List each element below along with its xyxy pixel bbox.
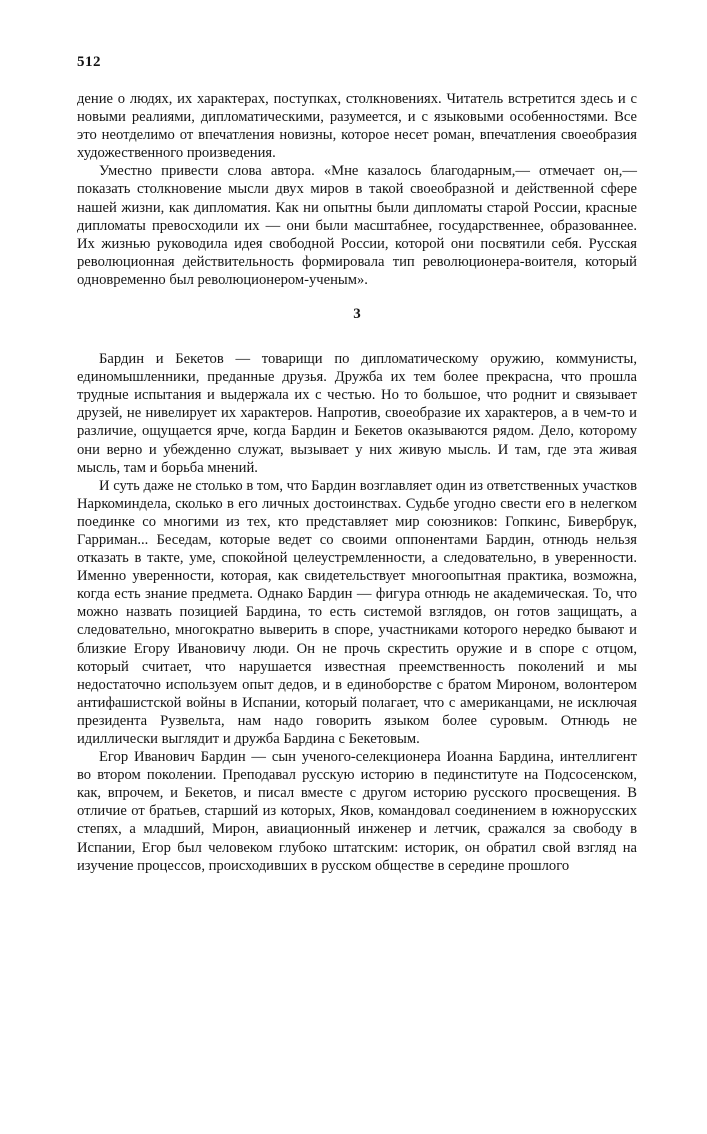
book-page bbox=[77, 52, 637, 875]
paragraph-author-quote: Уместно привести слова автора. «Мне казалось благодарным,— отмечает он,— показать столкновение мысли двух миров в такой своеобразной и действенной сфере нашей жизни, как дипломатия. Как ни опытны были дипломаты старой России, красные дипломаты превосходили их — они были масштабнее, государственнее, обрaзованнее. Их жизнью руководила идея свободной России, которой они посвятили себя. Русская революционная действительность формировала тип революционера-воителя, который одновременно был революционером-ученым». bbox=[77, 163, 637, 288]
section-number: 3 bbox=[353, 306, 361, 323]
paragraph-continuation: дение о людях, их характерах, поступках, столкновениях. Читатель встретится здесь и с новыми реалиями, дипломатическими, разумеется, и с языковыми особенностями. Все это неотделимо от впечатления новизны, которое несет роман, впечатления своеобразия художественного произведения. bbox=[77, 91, 637, 162]
paragraph-bardin-beketov: Бардин и Бекетов — товарищи по дипломатическому оружию, коммунисты, единомышленники, преданные друзья. Дружба их тем более прекрасна, что прошла трудные испытания и выдержала их с честью. Но то большое, что роднит и связывает друзей, не нивелирует их характеров. Напротив, своеобразие их характеров, а в чем-то и различие, ощущается ярче, когда Бардин и Бекетов оказываются рядом. Дело, которому они верно и убежденно служат, вызывает у них живую мысль. И там, где эта живая мысль, там и борьба мнений. bbox=[77, 351, 637, 476]
paragraph-bardin-dignity: И суть даже не столько в том, что Бардин возглавляет один из ответственных участков Наркоминдела, сколько в его личных достоинствах. Судьбе угодно свести его в нелегком поединке со многими из тех, кто представляет мир союзников: Гопкинс, Бивербрук, Гарриман... Беседам, которые ведет со своими оппонентами Бардин, отнюдь нельзя отказать в такте, уме, спокойной целеустремленности, а следовательно, в уверенности. Именно уверенности, которая, как свидетельствует многоопытная практика, возможна, когда есть знание предмета. Однако Бардин — фигура отнюдь не академическая. То, что можно назвать позицией Бардина, то есть системой взглядов, он готов защищать, а следовательно, многократно выверить в споре, участниками которого нередко бывают и близкие Егору Ивановичу люди. Он не прочь скрестить оружие и в споре с отцом, который считает, что нарушается известная преемственность поколений и мы недостаточно используем опыт дедов, и в единоборстве с братом Мироном, волонтером антифашистской войны в Испании, который полагает, что с американцами, не исключая президента Рузвельта, нам надо говорить языком более суровым. Отнюдь не идиллически выглядит и дружба Бардина с Бекетовым. bbox=[77, 477, 637, 747]
paragraph-egor-ivanovich: Егор Иванович Бардин — сын ученого-селекционера Иоанна Бардина, интеллигент во втором поколении. Преподавал русскую историю в пединституте на Подсосенском, как, впрочем, и Бекетов, и писал вместе с другом историю русского просвещения. В отличие от братьев, старший из которых, Яков, командовал соединением в южнорусских степях, а младший, Мирон, авиационный инженер и летчик, сражался за свободу в Испании, Егор был человеком глубоко штатским: историк, он обратил свой взгляд на изучение процессов, происходивших в русском обществе в середине прошлого bbox=[77, 749, 637, 874]
page-number: 512 bbox=[77, 54, 101, 70]
